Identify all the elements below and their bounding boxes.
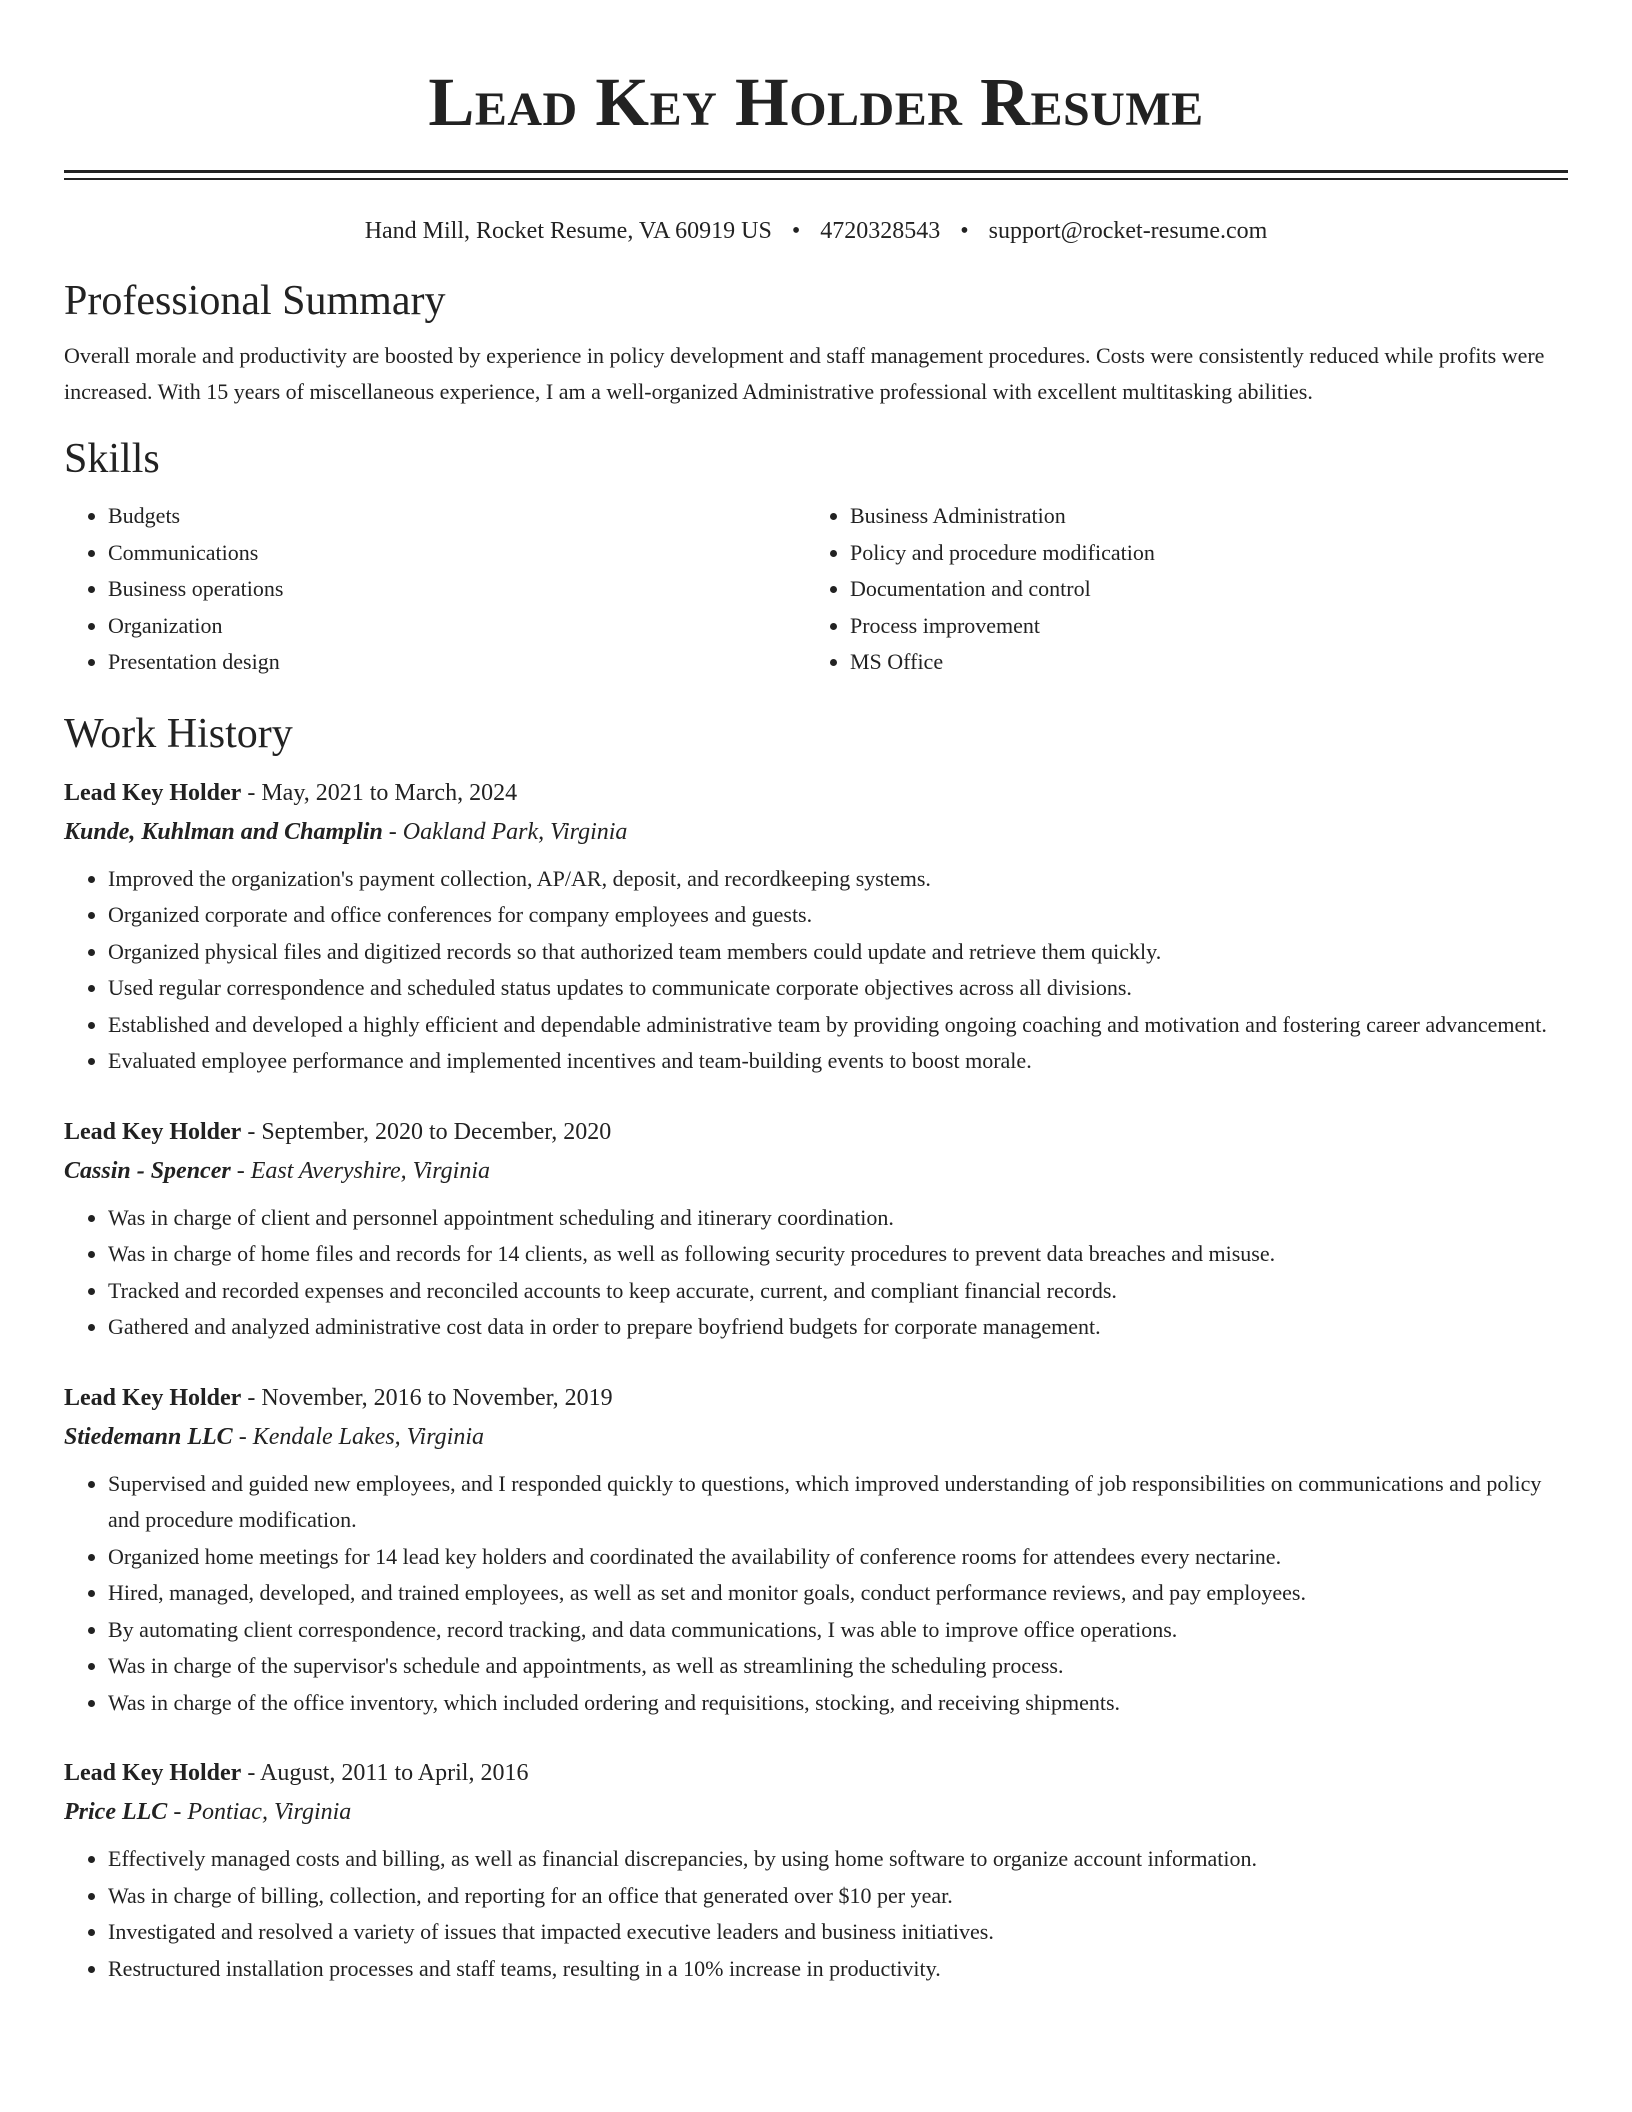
job-dash: - [241,1760,260,1786]
duty-item: • By automating client correspondence, record tracking, and data communications, I was able to improve office operations. [108,1612,1568,1649]
job-entry [64,1378,1568,1722]
duty-item: • Improved the organization's payment collection, AP/AR, deposit, and recordkeeping systems. [108,861,1568,898]
job-company: Cassin - Spencer [64,1157,231,1184]
duty-item: • Was in charge of the office inventory, which included ordering and requisitions, stocking, and receiving shipments. [108,1685,1568,1722]
duty-item: • Was in charge of home files and records for 14 clients, as well as following security procedures to prevent data breaches and misuse. [108,1236,1568,1273]
title-divider-thin [64,178,1568,180]
duty-item: • Organized corporate and office conferences for company employees and guests. [108,897,1568,934]
skill-item: • Policy and procedure modification [850,535,1548,572]
duty-item: • Used regular correspondence and scheduled status updates to communicate corporate objectives across all divisions. [108,970,1568,1007]
duty-item: • Supervised and guided new employees, and I responded quickly to questions, which improved understanding of job responsibilities on communications and policy and procedure modification. [108,1466,1568,1539]
skill-item: • MS Office [850,644,1548,681]
job-company-line [64,813,1568,851]
duty-item: • Organized physical files and digitized records so that authorized team members could update and retrieve them quickly. [108,934,1568,971]
job-duties [64,1200,1568,1346]
job-duties [64,1466,1568,1722]
job-entry [64,773,1568,1080]
contact-separator: • [791,218,801,244]
job-dash: - [230,1157,251,1184]
job-title-line [64,773,1568,813]
job-location: Kendale Lakes, Virginia [252,1423,484,1450]
skill-item: • Organization [108,608,806,645]
title-divider-thick [64,170,1568,173]
job-title: Lead Key Holder [64,779,242,806]
job-dash: - [167,1799,188,1825]
contact-phone: 4720328543 [820,218,941,244]
job-dash: - [232,1423,253,1450]
job-entry [64,1112,1568,1346]
duty-item: • Gathered and analyzed administrative cost data in order to prepare boyfriend budgets for corporate management. [108,1309,1568,1346]
job-location: East Averyshire, Virginia [250,1157,490,1184]
job-title: Lead Key Holder [64,1118,242,1145]
duty-item: • Effectively managed costs and billing, as well as financial discrepancies, by using home software to organize account information. [108,1841,1568,1878]
job-dash: - [241,779,262,806]
work-history-heading: Work History [64,710,293,757]
duty-item: • Investigated and resolved a variety of issues that impacted executive leaders and business initiatives. [108,1914,1568,1951]
job-dash: - [241,1118,262,1145]
job-dates: September, 2020 to December, 2020 [261,1118,612,1145]
job-company-line [64,1418,1568,1456]
job-dates: August, 2011 to April, 2016 [260,1760,529,1786]
skills-list [64,498,1568,681]
job-title-line [64,1112,1568,1152]
job-dash: - [241,1384,262,1411]
contact-line [64,216,1568,246]
duty-item: • Was in charge of the supervisor's schedule and appointments, as well as streamlining the scheduling process. [108,1648,1568,1685]
job-company-line [64,1152,1568,1190]
job-title: Lead Key Holder [64,1760,242,1786]
duty-item: • Established and developed a highly efficient and dependable administrative team by providing ongoing coaching and motivation and fostering career advancement. [108,1007,1568,1044]
duty-item: • Hired, managed, developed, and trained employees, as well as set and monitor goals, conduct performance reviews, and pay employees. [108,1575,1568,1612]
job-dates: November, 2016 to November, 2019 [261,1384,613,1411]
job-entry [64,1753,1568,1987]
skill-item: • Business operations [108,571,806,608]
job-company: Kunde, Kuhlman and Champlin [64,818,383,845]
skill-item: • Process improvement [850,608,1548,645]
job-dash: - [382,818,403,845]
job-title: Lead Key Holder [64,1384,242,1411]
skill-item: • Documentation and control [850,571,1548,608]
contact-address: Hand Mill, Rocket Resume, VA 60919 US [364,218,772,244]
duty-item: • Restructured installation processes and staff teams, resulting in a 10% increase in productivity. [108,1951,1568,1988]
resume-title: Lead Key Holder Resume [428,64,1204,140]
job-duties [64,1841,1568,1987]
job-duties [64,861,1568,1080]
duty-item: • Was in charge of client and personnel appointment scheduling and itinerary coordination. [108,1200,1568,1237]
job-location: Oakland Park, Virginia [402,818,628,845]
skill-item: • Presentation design [108,644,806,681]
summary-text: Overall morale and productivity are boosted by experience in policy development and staff management procedures. Costs were consistently reduced while profits were increased. With 15 years of miscellaneous experience, I am a well-organized Administrative professional with excellent multitasking abilities. [64,343,1545,404]
skill-item: • Business Administration [850,498,1548,535]
job-title-line [64,1753,1568,1793]
job-company-line [64,1793,1568,1831]
duty-item: • Evaluated employee performance and implemented incentives and team-building events to boost morale. [108,1043,1568,1080]
job-title-line [64,1378,1568,1418]
contact-separator: • [960,218,969,244]
job-dates: May, 2021 to March, 2024 [261,779,518,806]
job-location: Pontiac, Virginia [187,1799,352,1825]
job-company: Stiedemann LLC [64,1423,233,1450]
resume-page [64,0,1568,1987]
skills-heading: Skills [64,436,160,482]
duty-item: • Tracked and recorded expenses and reconciled accounts to keep accurate, current, and compliant financial records. [108,1273,1568,1310]
duty-item: • Organized home meetings for 14 lead key holders and coordinated the availability of conference rooms for attendees every nectarine. [108,1539,1568,1576]
skill-item: • Budgets [108,498,806,535]
contact-email: support@rocket-resume.com [988,218,1268,244]
summary-heading: Professional Summary [64,278,446,324]
job-company: Price LLC [64,1799,168,1825]
skills-column-right [806,498,1548,681]
duty-item: • Was in charge of billing, collection, and reporting for an office that generated over $10 per year. [108,1878,1568,1915]
skills-column-left [64,498,806,681]
skill-item: • Communications [108,535,806,572]
